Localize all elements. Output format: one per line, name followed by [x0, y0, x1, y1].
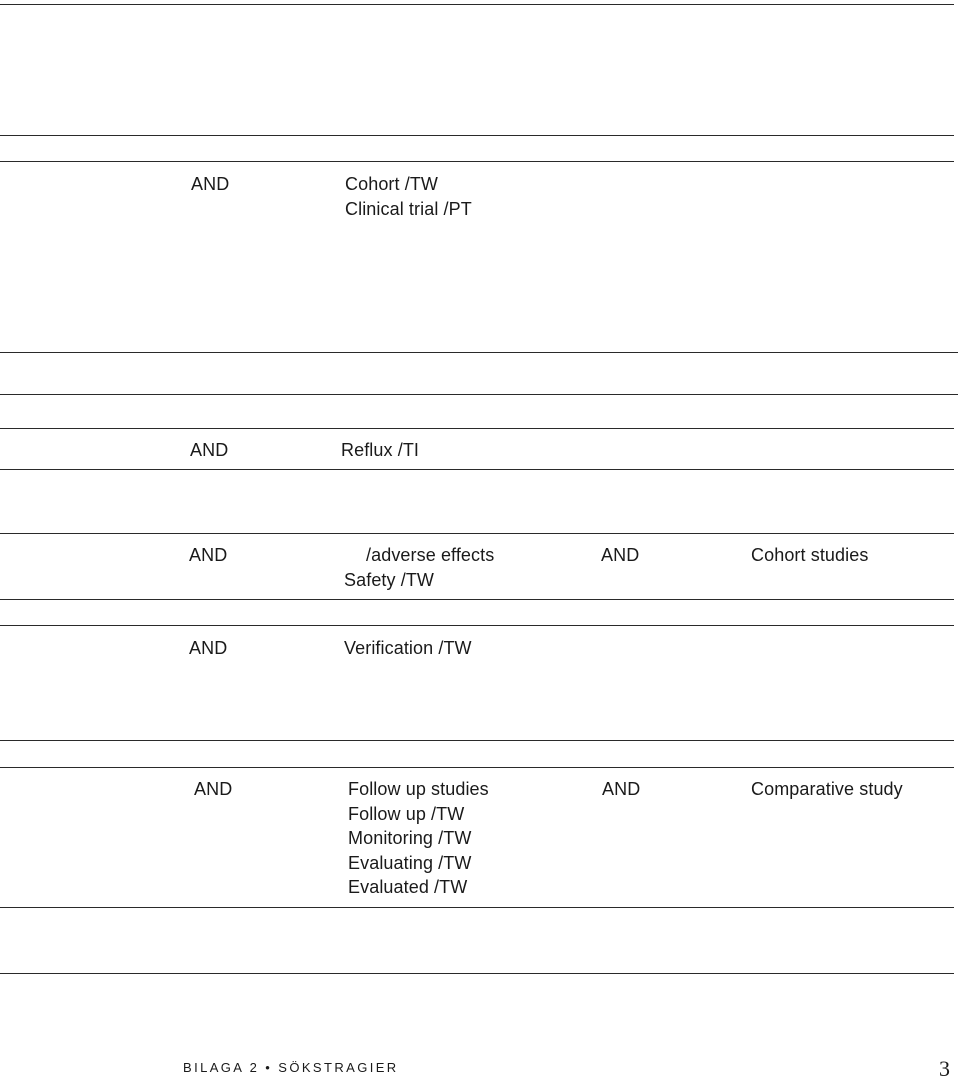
divider: [0, 907, 954, 908]
divider: [0, 599, 954, 600]
divider: [0, 394, 958, 395]
search-term: Safety /TW: [344, 570, 435, 590]
search-term: Cohort /TW: [345, 174, 439, 194]
search-term: Comparative study: [751, 779, 903, 799]
operator-and: AND: [602, 779, 641, 799]
operator-and: AND: [601, 545, 640, 565]
divider: [0, 161, 954, 162]
divider-top: [0, 4, 954, 5]
search-term: Follow up studies: [348, 779, 489, 799]
divider: [0, 352, 958, 353]
operator-and: AND: [190, 440, 229, 460]
operator-and: AND: [189, 545, 228, 565]
search-term: Reflux /TI: [341, 440, 420, 460]
divider: [0, 428, 954, 429]
search-term: Follow up /TW: [348, 803, 465, 824]
operator-and: AND: [189, 638, 228, 658]
search-term: Evaluated /TW: [348, 877, 468, 897]
divider: [0, 469, 954, 470]
divider: [0, 973, 954, 974]
search-terms: [345, 172, 472, 221]
divider: [0, 135, 954, 136]
search-term: Monitoring /TW: [348, 828, 472, 848]
operator-and: AND: [191, 174, 230, 194]
divider: [0, 740, 954, 741]
page-number: 3: [939, 1056, 950, 1081]
search-terms: [348, 777, 489, 900]
divider: [0, 625, 954, 626]
search-term: /adverse effects: [366, 545, 495, 565]
divider: [0, 533, 954, 534]
search-term: Verification /TW: [344, 638, 472, 658]
divider: [0, 767, 954, 768]
search-term: Evaluating /TW: [348, 852, 472, 873]
search-term: Cohort studies: [751, 545, 869, 565]
footer-label: BILAGA 2 • SÖKSTRAGIER: [183, 1060, 399, 1075]
search-term: Clinical trial /PT: [345, 198, 472, 219]
operator-and: AND: [194, 779, 233, 799]
